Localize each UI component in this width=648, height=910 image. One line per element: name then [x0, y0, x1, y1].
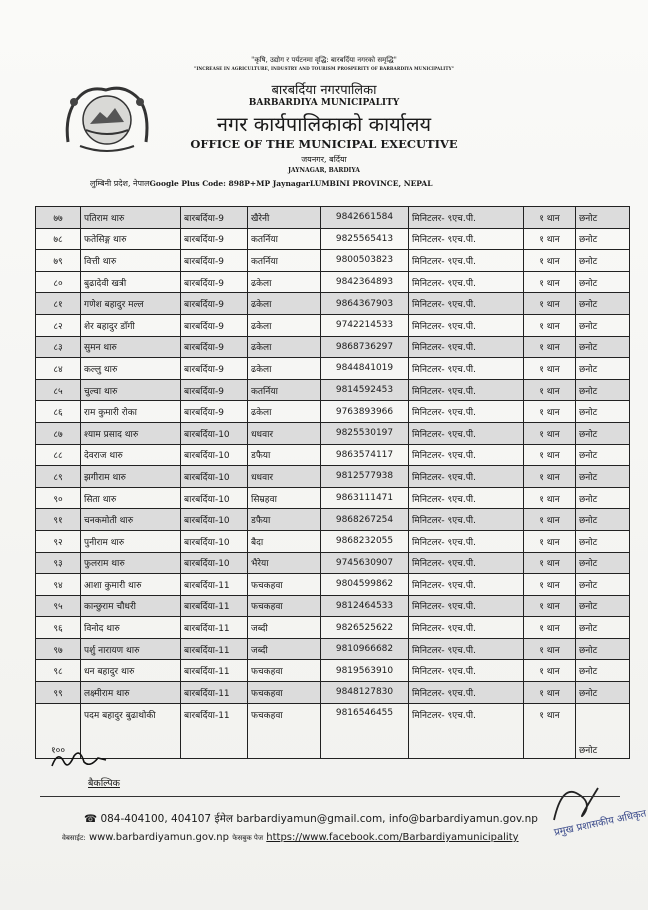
village-cell: कतर्निया — [248, 250, 321, 272]
village-cell: बैदा — [248, 530, 321, 552]
quantity-cell: १ थान — [524, 638, 576, 660]
serial-cell: ८६ — [36, 401, 81, 423]
quantity-cell: १ थान — [524, 401, 576, 423]
name-cell: देवराज थारु — [81, 444, 181, 466]
village-cell: फचकहवा — [248, 574, 321, 596]
serial-cell: ९७ — [36, 638, 81, 660]
serial-cell: ९१ — [36, 509, 81, 531]
ward-cell: बारबर्दिया-9 — [181, 207, 248, 229]
phone-cell: 9868267254 — [321, 509, 409, 531]
item-cell: मिनिटलर- ९एच.पी. — [409, 422, 524, 444]
quantity-cell: १ थान — [524, 466, 576, 488]
status-cell: छनोट — [576, 530, 630, 552]
village-cell: ढकेला — [248, 293, 321, 315]
item-cell: मिनिटलर- ९एच.पी. — [409, 552, 524, 574]
ward-cell: बारबर्दिया-11 — [181, 660, 248, 682]
quantity-cell: १ थान — [524, 250, 576, 272]
table-row — [36, 228, 630, 250]
name-cell: शेर बहादुर डाँगी — [81, 314, 181, 336]
ward-cell: बारबर्दिया-9 — [181, 336, 248, 358]
name-cell: चनकमोती थारु — [81, 509, 181, 531]
table-row — [36, 401, 630, 423]
table-row — [36, 466, 630, 488]
item-cell: मिनिटलर- ९एच.पी. — [409, 660, 524, 682]
status-cell: छनोट — [576, 638, 630, 660]
phone-cell: 9863111471 — [321, 487, 409, 509]
serial-cell: ८० — [36, 271, 81, 293]
item-cell: मिनिटलर- ९एच.पी. — [409, 314, 524, 336]
serial-cell: ८४ — [36, 358, 81, 380]
serial-cell: ९४ — [36, 574, 81, 596]
table-row — [36, 530, 630, 552]
serial-cell: ७९ — [36, 250, 81, 272]
table-row — [36, 509, 630, 531]
status-cell: छनोट — [576, 271, 630, 293]
village-cell: डफैया — [248, 444, 321, 466]
item-cell: मिनिटलर- ९एच.पी. — [409, 509, 524, 531]
quantity-cell: १ थान — [524, 422, 576, 444]
status-cell: छनोट — [576, 595, 630, 617]
ward-cell: बारबर्दिया-10 — [181, 444, 248, 466]
serial-cell: १०० — [36, 703, 81, 758]
village-cell: ढकेला — [248, 358, 321, 380]
website-label: वेबसाईट: — [62, 834, 86, 842]
ward-cell: बारबर्दिया-10 — [181, 487, 248, 509]
name-cell: फुलराम थारु — [81, 552, 181, 574]
name-cell: चुल्वा थारु — [81, 379, 181, 401]
quantity-cell: १ थान — [524, 271, 576, 293]
phone-cell: 9810966682 — [321, 638, 409, 660]
quantity-cell: १ थान — [524, 509, 576, 531]
name-cell: गणेश बहादुर मल्ल — [81, 293, 181, 315]
quantity-cell: १ थान — [524, 379, 576, 401]
quantity-cell: १ थान — [524, 595, 576, 617]
address-line — [90, 178, 432, 189]
quantity-cell: १ थान — [524, 487, 576, 509]
status-cell: छनोट — [576, 358, 630, 380]
status-cell: छनोट — [576, 660, 630, 682]
status-cell: छनोट — [576, 401, 630, 423]
name-cell: झगीराम थारु — [81, 466, 181, 488]
quantity-cell: १ थान — [524, 314, 576, 336]
table-row — [36, 314, 630, 336]
village-cell: जब्दी — [248, 638, 321, 660]
item-cell: मिनिटलर- ९एच.पी. — [409, 682, 524, 704]
phone-cell: 9814592453 — [321, 379, 409, 401]
name-cell: सुमन थारु — [81, 336, 181, 358]
ward-cell: बारबर्दिया-9 — [181, 228, 248, 250]
name-cell: पुनीराम थारु — [81, 530, 181, 552]
facebook-label: फेसबुक पेज — [232, 834, 264, 842]
village-cell: ढकेला — [248, 314, 321, 336]
name-cell: पदम बहादुर बुढाथोकी — [81, 703, 181, 758]
table-row — [36, 682, 630, 704]
name-cell: बुढादेवी खत्री — [81, 271, 181, 293]
item-cell: मिनिटलर- ९एच.पी. — [409, 358, 524, 380]
serial-cell: ८३ — [36, 336, 81, 358]
quantity-cell: १ थान — [524, 228, 576, 250]
phone-cell: 9819563910 — [321, 660, 409, 682]
item-cell: मिनिटलर- ९एच.पी. — [409, 703, 524, 758]
village-cell: ढकेला — [248, 336, 321, 358]
address-english: Google Plus Code: 898P+MP JaynagarLUMBINI PROVINCE, NEPAL — [149, 179, 433, 188]
item-cell: मिनिटलर- ९एच.पी. — [409, 595, 524, 617]
ward-cell: बारबर्दिया-10 — [181, 422, 248, 444]
phone-cell: 9826525622 — [321, 617, 409, 639]
serial-cell: ८५ — [36, 379, 81, 401]
table-row — [36, 358, 630, 380]
table-row — [36, 379, 630, 401]
contact-text: 084-404100, 404107 ईमेल barbardiyamun@gmail.com, info@barbardiyamun.gov.np — [100, 813, 538, 825]
phone-cell: 9868736297 — [321, 336, 409, 358]
status-cell: छनोट — [576, 379, 630, 401]
status-cell: छनोट — [576, 336, 630, 358]
address-nepali: लुम्बिनी प्रदेश, नेपाल — [90, 179, 150, 188]
ward-cell: बारबर्दिया-11 — [181, 638, 248, 660]
phone-cell: 9800503823 — [321, 250, 409, 272]
designation-label: प्रमुख प्रशासकीय अधिकृत — [553, 808, 648, 839]
item-cell: मिनिटलर- ९एच.पी. — [409, 401, 524, 423]
quantity-cell: १ थान — [524, 207, 576, 229]
item-cell: मिनिटलर- ९एच.पी. — [409, 293, 524, 315]
municipality-name-nepali: बारबर्दिया नगरपालिका — [271, 83, 377, 98]
table-row — [36, 487, 630, 509]
municipality-name-english: BARBARDIYA MUNICIPALITY — [248, 98, 400, 108]
web-line — [62, 832, 519, 843]
name-cell: आशा कुमारी थारु — [81, 574, 181, 596]
village-cell: कतर्निया — [248, 228, 321, 250]
village-cell: धधवार — [248, 422, 321, 444]
village-cell: खैरेनी — [248, 207, 321, 229]
village-cell: फचकहवा — [248, 703, 321, 758]
village-cell: फचकहवा — [248, 682, 321, 704]
village-cell: जब्दी — [248, 617, 321, 639]
quantity-cell: १ थान — [524, 293, 576, 315]
phone-cell: 9868232055 — [321, 530, 409, 552]
ward-cell: बारबर्दिया-11 — [181, 703, 248, 758]
phone-cell: 9842364893 — [321, 271, 409, 293]
status-cell: छनोट — [576, 487, 630, 509]
village-cell: धधवार — [248, 466, 321, 488]
quantity-cell: १ थान — [524, 444, 576, 466]
signature-icon — [50, 748, 110, 772]
phone-cell: 9742214533 — [321, 314, 409, 336]
item-cell: मिनिटलर- ९एच.पी. — [409, 487, 524, 509]
name-cell: पतिराम थारु — [81, 207, 181, 229]
place-english: JAYNAGAR, BARDIYA — [288, 167, 360, 174]
status-cell: छनोट — [576, 293, 630, 315]
ward-cell: बारबर्दिया-9 — [181, 271, 248, 293]
phone-cell: 9842661584 — [321, 207, 409, 229]
serial-cell: ८७ — [36, 422, 81, 444]
status-cell: छनोट — [576, 207, 630, 229]
ward-cell: बारबर्दिया-10 — [181, 552, 248, 574]
ward-cell: बारबर्दिया-11 — [181, 617, 248, 639]
status-cell: छनोट — [576, 228, 630, 250]
ward-cell: बारबर्दिया-11 — [181, 595, 248, 617]
name-cell: कल्लु थारु — [81, 358, 181, 380]
name-cell: फतेसिङ्ग थारु — [81, 228, 181, 250]
ward-cell: बारबर्दिया-9 — [181, 250, 248, 272]
serial-cell: ८२ — [36, 314, 81, 336]
phone-cell: 9844841019 — [321, 358, 409, 380]
phone-cell: 9864367903 — [321, 293, 409, 315]
village-cell: फचकहवा — [248, 595, 321, 617]
motto-english: "INCREASE IN AGRICULTURE, INDUSTRY AND TOURISM PROSPERITY OF BARBARDIYA MUNICIPALITY" — [194, 66, 454, 71]
ward-cell: बारबर्दिया-9 — [181, 401, 248, 423]
village-cell: भैरेया — [248, 552, 321, 574]
table-row — [36, 638, 630, 660]
status-cell: छनोट — [576, 703, 630, 758]
status-cell: छनोट — [576, 314, 630, 336]
quantity-cell: १ थान — [524, 530, 576, 552]
table-row — [36, 552, 630, 574]
serial-cell: ९९ — [36, 682, 81, 704]
serial-cell: ८९ — [36, 466, 81, 488]
table-row — [36, 293, 630, 315]
serial-cell: ८८ — [36, 444, 81, 466]
village-cell: ढकेला — [248, 271, 321, 293]
ward-cell: बारबर्दिया-10 — [181, 530, 248, 552]
phone-cell: 9848127830 — [321, 682, 409, 704]
village-cell: फचकहवा — [248, 660, 321, 682]
phone-cell: 9745630907 — [321, 552, 409, 574]
table-row — [36, 660, 630, 682]
quantity-cell: १ थान — [524, 660, 576, 682]
table-row — [36, 250, 630, 272]
phone-cell: 9763893966 — [321, 401, 409, 423]
item-cell: मिनिटलर- ९एच.पी. — [409, 207, 524, 229]
status-cell: छनोट — [576, 574, 630, 596]
table-row — [36, 422, 630, 444]
item-cell: मिनिटलर- ९एच.पी. — [409, 228, 524, 250]
item-cell: मिनिटलर- ९एच.पी. — [409, 250, 524, 272]
facebook-link[interactable]: https://www.facebook.com/Barbardiyamunicipality — [266, 832, 519, 843]
name-cell: विनोद थारु — [81, 617, 181, 639]
table-row — [36, 617, 630, 639]
phone-cell: 9812577938 — [321, 466, 409, 488]
serial-cell: ९८ — [36, 660, 81, 682]
quantity-cell: १ थान — [524, 703, 576, 758]
item-cell: मिनिटलर- ९एच.पी. — [409, 638, 524, 660]
item-cell: मिनिटलर- ९एच.पी. — [409, 466, 524, 488]
table-row — [36, 444, 630, 466]
ward-cell: बारबर्दिया-10 — [181, 466, 248, 488]
name-cell: वित्ती थारु — [81, 250, 181, 272]
table-row — [36, 207, 630, 229]
phone-cell: 9812464533 — [321, 595, 409, 617]
status-cell: छनोट — [576, 617, 630, 639]
ward-cell: बारबर्दिया-9 — [181, 358, 248, 380]
item-cell: मिनिटलर- ९एच.पी. — [409, 530, 524, 552]
village-cell: सिम्रहवा — [248, 487, 321, 509]
ward-cell: बारबर्दिया-9 — [181, 379, 248, 401]
beneficiary-table — [35, 206, 630, 759]
name-cell: राम कुमारी रोका — [81, 401, 181, 423]
serial-cell: ९५ — [36, 595, 81, 617]
item-cell: मिनिटलर- ९एच.पी. — [409, 574, 524, 596]
ward-cell: बारबर्दिया-9 — [181, 314, 248, 336]
status-cell: छनोट — [576, 444, 630, 466]
phone-cell: 9825530197 — [321, 422, 409, 444]
place-nepali: जयनगर, बर्दिया — [301, 155, 347, 164]
phone-cell: 9863574117 — [321, 444, 409, 466]
name-cell: लक्ष्मीराम थारु — [81, 682, 181, 704]
serial-cell: ७८ — [36, 228, 81, 250]
item-cell: मिनिटलर- ९एच.पी. — [409, 617, 524, 639]
ward-cell: बारबर्दिया-9 — [181, 293, 248, 315]
quantity-cell: १ थान — [524, 682, 576, 704]
serial-cell: ९६ — [36, 617, 81, 639]
status-cell: छनोट — [576, 250, 630, 272]
phone-cell: 9804599862 — [321, 574, 409, 596]
serial-cell: ९२ — [36, 530, 81, 552]
ward-cell: बारबर्दिया-11 — [181, 682, 248, 704]
quantity-cell: १ थान — [524, 336, 576, 358]
footer-divider — [40, 796, 620, 797]
phone-icon: ☎ — [84, 813, 98, 825]
serial-cell: ८१ — [36, 293, 81, 315]
name-cell: पर्शु नारायण थारु — [81, 638, 181, 660]
status-cell: छनोट — [576, 466, 630, 488]
quantity-cell: १ थान — [524, 552, 576, 574]
quantity-cell: १ थान — [524, 358, 576, 380]
status-cell: छनोट — [576, 509, 630, 531]
status-cell: छनोट — [576, 682, 630, 704]
name-cell: सिता थारु — [81, 487, 181, 509]
website-link[interactable]: www.barbardiyamun.gov.np — [88, 832, 229, 843]
item-cell: मिनिटलर- ९एच.पी. — [409, 444, 524, 466]
status-cell: छनोट — [576, 422, 630, 444]
phone-cell: 9825565413 — [321, 228, 409, 250]
alternative-label: बैकल्पिक — [88, 778, 120, 789]
item-cell: मिनिटलर- ९एच.पी. — [409, 336, 524, 358]
table-row — [36, 271, 630, 293]
table-row — [36, 595, 630, 617]
quantity-cell: १ थान — [524, 574, 576, 596]
table-row — [36, 336, 630, 358]
village-cell: कतर्निया — [248, 379, 321, 401]
phone-cell: 9816546455 — [321, 703, 409, 758]
office-title-nepali: नगर कार्यपालिकाको कार्यालय — [216, 112, 432, 136]
village-cell: डफैया — [248, 509, 321, 531]
ward-cell: बारबर्दिया-10 — [181, 509, 248, 531]
contact-line — [84, 812, 538, 826]
village-cell: ढकेला — [248, 401, 321, 423]
quantity-cell: १ थान — [524, 617, 576, 639]
serial-cell: ७७ — [36, 207, 81, 229]
ward-cell: बारबर्दिया-11 — [181, 574, 248, 596]
office-title-english: OFFICE OF THE MUNICIPAL EXECUTIVE — [190, 137, 458, 151]
name-cell: कान्छुराम चौधरी — [81, 595, 181, 617]
item-cell: मिनिटलर- ९एच.पी. — [409, 271, 524, 293]
serial-cell: ९० — [36, 487, 81, 509]
status-cell: छनोट — [576, 552, 630, 574]
motto-nepali: "कृषि, उद्योग र पर्यटनमा वृद्धि: बारबर्दिया नगरको समृद्धि" — [251, 56, 397, 64]
name-cell: धन बहादुर थारु — [81, 660, 181, 682]
item-cell: मिनिटलर- ९एच.पी. — [409, 379, 524, 401]
table-row — [36, 703, 630, 758]
table-row — [36, 574, 630, 596]
serial-cell: ९३ — [36, 552, 81, 574]
name-cell: श्याम प्रसाद थारु — [81, 422, 181, 444]
